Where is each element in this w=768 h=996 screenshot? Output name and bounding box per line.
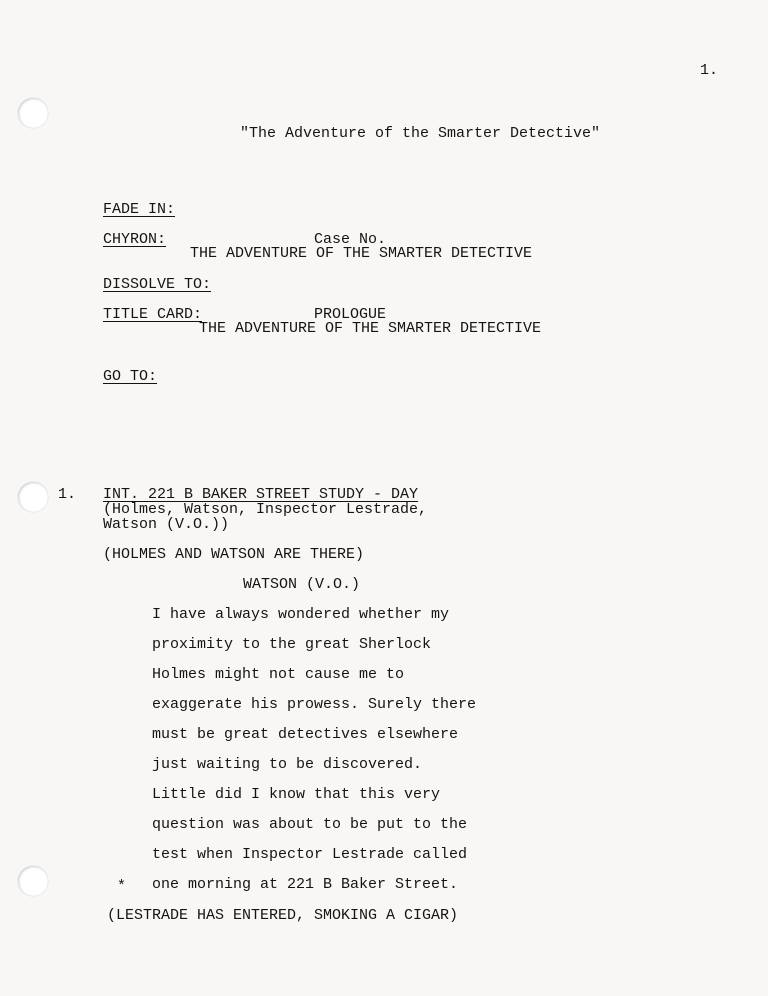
script-title: "The Adventure of the Smarter Detective" xyxy=(240,125,601,142)
dialogue-line: must be great detectives elsewhere xyxy=(152,726,459,743)
chyron-label: CHYRON: xyxy=(103,231,167,248)
dialogue-line: one morning at 221 B Baker Street. xyxy=(152,876,459,893)
dialogue-line: I have always wondered whether my xyxy=(152,606,450,623)
dialogue-line: test when Inspector Lestrade called xyxy=(152,846,468,863)
scene-heading: INT. 221 B BAKER STREET STUDY - DAY xyxy=(103,486,419,503)
dialogue-line: just waiting to be discovered. xyxy=(152,756,423,773)
title-card-prologue: PROLOGUE xyxy=(314,306,387,323)
dialogue-line: Holmes might not cause me to xyxy=(152,666,405,683)
punch-hole-bottom xyxy=(18,866,48,896)
dissolve-to: DISSOLVE TO: xyxy=(103,276,212,293)
scene-number: 1. xyxy=(58,486,77,503)
scene-characters-line2: Watson (V.O.)) xyxy=(103,516,230,533)
punch-hole-middle xyxy=(18,482,48,512)
fade-in: FADE IN: xyxy=(103,201,176,218)
scene-characters-line1: (Holmes, Watson, Inspector Lestrade, xyxy=(103,501,428,518)
revision-asterisk: * xyxy=(117,878,127,895)
title-card-title: THE ADVENTURE OF THE SMARTER DETECTIVE xyxy=(199,320,542,337)
dialogue-line: question was about to be put to the xyxy=(152,816,468,833)
punch-hole-top xyxy=(18,98,48,128)
chyron-title: THE ADVENTURE OF THE SMARTER DETECTIVE xyxy=(190,245,533,262)
action-line-1: (HOLMES AND WATSON ARE THERE) xyxy=(103,546,365,563)
dialogue-line: proximity to the great Sherlock xyxy=(152,636,432,653)
title-card-label: TITLE CARD: xyxy=(103,306,203,323)
dialogue-line: exaggerate his prowess. Surely there xyxy=(152,696,477,713)
dialogue-block xyxy=(152,600,476,900)
dialogue-line: Little did I know that this very xyxy=(152,786,441,803)
chyron-case: Case No. xyxy=(314,231,387,248)
go-to: GO TO: xyxy=(103,368,158,385)
action-line-2: (LESTRADE HAS ENTERED, SMOKING A CIGAR) xyxy=(107,907,459,924)
page-number: 1. xyxy=(700,62,719,79)
character-cue: WATSON (V.O.) xyxy=(243,576,361,593)
